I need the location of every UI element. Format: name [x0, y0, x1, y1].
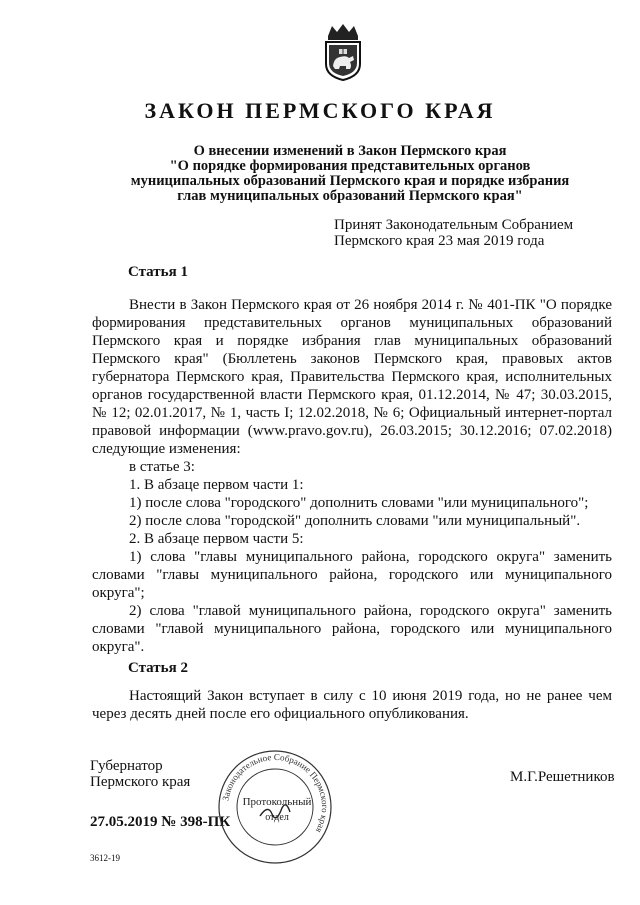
law-subtitle	[90, 144, 610, 204]
law-title: ЗАКОН ПЕРМСКОГО КРАЯ	[144, 98, 496, 123]
article-2-body	[92, 687, 612, 723]
paragraph: 1) после слова "городского" дополнить словами "или муниципального";	[129, 495, 589, 511]
paragraph: Настоящий Закон вступает в силу с 10 июня 2019 года, но не ранее чем через десять дней после его официального опубликования.	[92, 688, 612, 722]
paragraph: 2) после слова "городской" дополнить словами "или муниципальный".	[129, 513, 581, 529]
governor-position	[90, 758, 190, 790]
paragraph: Внести в Закон Пермского края от 26 ноября 2014 г. № 401-ПК "О порядке формирования представительных органов муниципальных образований Пермского края и порядке избрания глав муниципальных образований Пермского края" (Бюллетень законов Пермского края, правовых актов губернатора Пермского края, Правительства Пермского края, исполнительных органов государственной власти Пермского края, 01.12.2014, № 47; 30.03.2015, № 12; 02.01.2017, № 1, часть I; 12.02.2018, № 6; Официальный интернет-портал правовой информации (www.pravo.gov.ru), 26.03.2015; 30.12.2016; 07.02.2018) следующие изменения:	[92, 297, 612, 457]
subtitle-line: глав муниципальных образований Пермского края"	[177, 188, 523, 204]
subtitle-line: О внесении изменений в Закон Пермского края	[193, 143, 507, 159]
law-date-number: 27.05.2019 № 398-ПК	[90, 814, 231, 830]
stamp-ring-text: Законодательное Собрание Пермского края	[220, 751, 331, 835]
paragraph: 2. В абзаце первом части 5:	[129, 531, 304, 547]
adoption-line: Принят Законодательным Собранием	[334, 217, 574, 233]
paragraph: 1. В абзаце первом части 1:	[129, 477, 304, 493]
article-1-body	[92, 296, 612, 656]
position-line: Губернатор	[90, 758, 163, 774]
article-2-heading: Статья 2	[128, 660, 188, 676]
subtitle-line: "О порядке формирования представительных органов	[169, 158, 531, 174]
stamp-seal	[216, 748, 334, 866]
perm-krai-coat-of-arms-icon	[320, 22, 366, 82]
adoption-note	[334, 217, 573, 249]
registration-number: 3612-19	[90, 853, 120, 863]
subtitle-line: муниципальных образований Пермского края и порядке избрания	[130, 173, 570, 189]
signer-name: М.Г.Решетников	[510, 769, 615, 785]
stamp-center-line: отдел	[265, 812, 289, 823]
stamp-center-line: Протокольный	[242, 796, 312, 808]
paragraph: 1) слова "главы муниципального района, городского округа" заменить словами "главы муниципального района, городского или муниципального округа";	[92, 549, 612, 601]
adoption-line: Пермского края 23 мая 2019 года	[334, 233, 545, 249]
paragraph: в статье 3:	[129, 459, 195, 475]
position-line: Пермского края	[90, 774, 191, 790]
paragraph: 2) слова "главой муниципального района, городского округа" заменить словами "главой муниципального района, городского или муниципального округа".	[92, 603, 612, 655]
article-1-heading: Статья 1	[128, 264, 188, 280]
